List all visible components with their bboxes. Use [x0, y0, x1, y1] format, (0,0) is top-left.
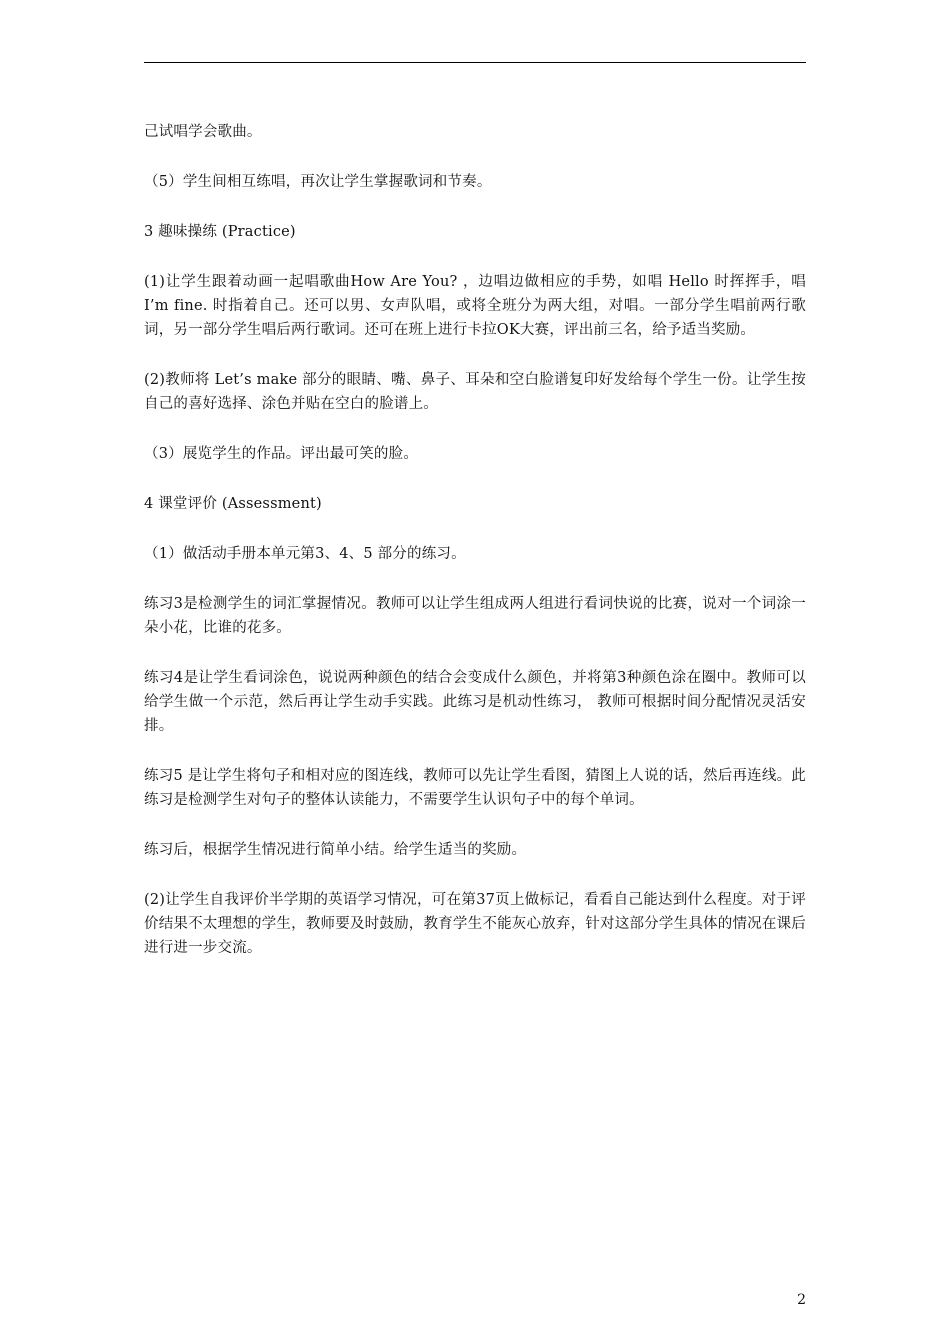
paragraph-assessment-1: （1）做活动手册本单元第3、4、5 部分的练习。	[144, 546, 466, 562]
paragraph-2: （5）学生间相互练唱，再次让学生掌握歌词和节奏。	[144, 174, 492, 190]
document-body	[144, 120, 806, 960]
paragraph-exercise-3: 练习3是检测学生的词汇掌握情况。教师可以让学生组成两人组进行看词快说的比赛，说对一个词涂一朵小花，比谁的花多。	[144, 596, 806, 636]
paragraph-summary: 练习后，根据学生情况进行简单小结。给学生适当的奖励。	[144, 842, 527, 858]
paragraph-practice-1: (1)让学生跟着动画一起唱歌曲How Are You? ，边唱边做相应的手势，如唱 Hello 时挥挥手，唱 I’m fine. 时指着自己。还可以男、女声队唱，或将全班分为两大组，对唱。一部分学生唱前两行歌词，另一部分学生唱后两行歌词。还可在班上进行卡拉OK大赛，评出前三名，给予适当奖励。	[144, 274, 806, 338]
header-rule	[144, 62, 806, 63]
paragraph-practice-2: (2)教师将 Let’s make 部分的眼睛、嘴、鼻子、耳朵和空白脸谱复印好发给每个学生一份。让学生按自己的喜好选择、涂色并贴在空白的脸谱上。	[144, 372, 806, 412]
section-heading-assessment: 4 课堂评价 (Assessment)	[144, 496, 322, 512]
paragraph-exercise-5: 练习5 是让学生将句子和相对应的图连线，教师可以先让学生看图，猜图上人说的话，然后再连线。此练习是检测学生对句子的整体认读能力，不需要学生认识句子中的每个单词。	[144, 768, 806, 808]
paragraph-assessment-2: (2)让学生自我评价半学期的英语学习情况，可在第37页上做标记，看看自己能达到什么程度。对于评价结果不太理想的学生，教师要及时鼓励，教育学生不能灰心放弃，针对这部分学生具体的情况在课后进行进一步交流。	[144, 892, 806, 956]
page-number: 2	[797, 1292, 806, 1308]
paragraph-practice-3: （3）展览学生的作品。评出最可笑的脸。	[144, 446, 419, 462]
paragraph-exercise-4: 练习4是让学生看词涂色，说说两种颜色的结合会变成什么颜色，并将第3种颜色涂在圈中。教师可以给学生做一个示范，然后再让学生动手实践。此练习是机动性练习， 教师可根据时间分配情况灵活安排。	[144, 670, 806, 734]
section-heading-practice: 3 趣味操练 (Practice)	[144, 224, 296, 240]
paragraph-1: 己试唱学会歌曲。	[144, 124, 262, 140]
